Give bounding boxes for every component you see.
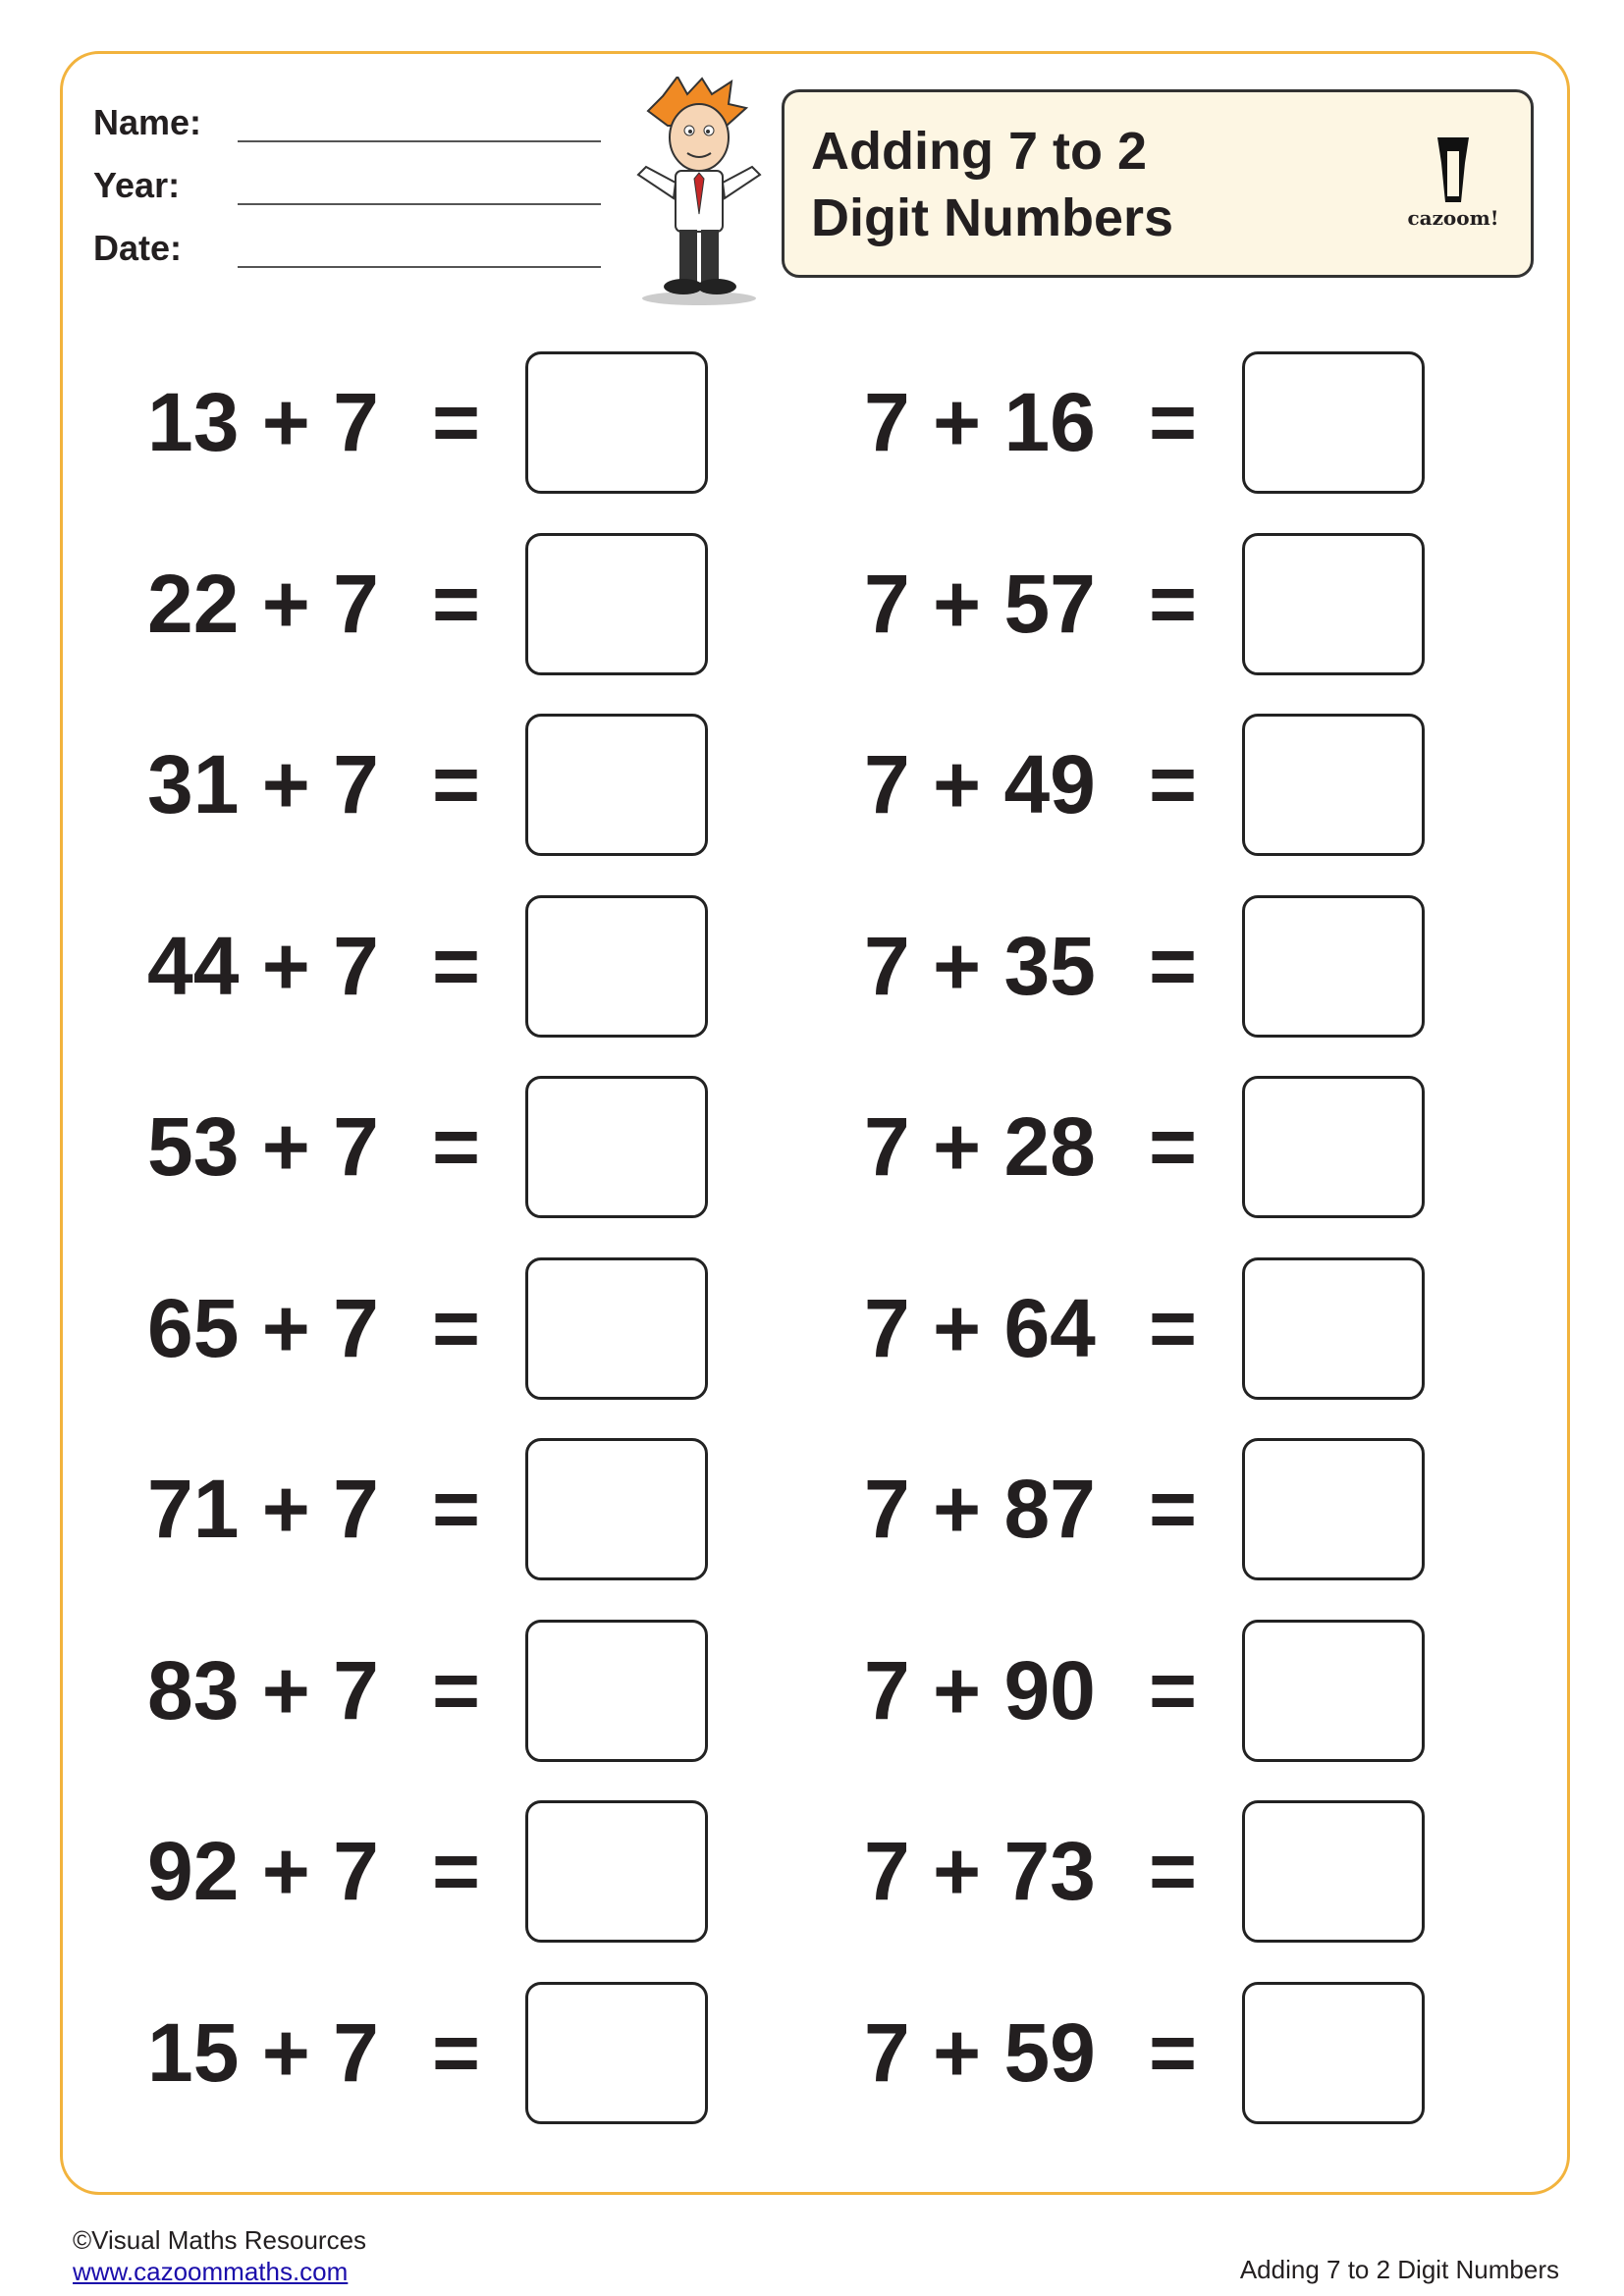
answer-box[interactable] bbox=[525, 533, 708, 675]
year-label: Year: bbox=[93, 165, 181, 205]
problem-expression: 7 + 64 bbox=[864, 1282, 1096, 1374]
answer-box[interactable] bbox=[525, 1800, 708, 1943]
problem-expression: 7 + 90 bbox=[864, 1644, 1096, 1736]
problem-expression: 31 + 7 bbox=[147, 738, 379, 830]
answer-box[interactable] bbox=[1242, 1982, 1425, 2124]
problem-expression: 7 + 35 bbox=[864, 920, 1096, 1012]
problem-expression: 7 + 57 bbox=[864, 558, 1096, 650]
equals-sign: = bbox=[1149, 1100, 1198, 1193]
worksheet-title bbox=[811, 118, 1173, 251]
equals-sign: = bbox=[432, 920, 481, 1012]
equals-sign: = bbox=[432, 1282, 481, 1374]
equals-sign: = bbox=[1149, 738, 1198, 830]
answer-box[interactable] bbox=[525, 1620, 708, 1762]
equals-sign: = bbox=[1149, 558, 1198, 650]
year-field[interactable] bbox=[238, 203, 601, 205]
website-link[interactable]: www.cazoommaths.com bbox=[73, 2257, 349, 2286]
problem-expression: 65 + 7 bbox=[147, 1282, 379, 1374]
answer-box[interactable] bbox=[525, 1982, 708, 2124]
answer-box[interactable] bbox=[1242, 351, 1425, 494]
equals-sign: = bbox=[432, 2006, 481, 2099]
problem-expression: 7 + 28 bbox=[864, 1100, 1096, 1193]
answer-box[interactable] bbox=[1242, 714, 1425, 856]
problem-expression: 7 + 59 bbox=[864, 2006, 1096, 2099]
equals-sign: = bbox=[1149, 1825, 1198, 1917]
problem-expression: 7 + 87 bbox=[864, 1463, 1096, 1555]
equals-sign: = bbox=[1149, 920, 1198, 1012]
name-label: Name: bbox=[93, 102, 202, 142]
problem-expression: 83 + 7 bbox=[147, 1644, 379, 1736]
equals-sign: = bbox=[1149, 1644, 1198, 1736]
equals-sign: = bbox=[1149, 2006, 1198, 2099]
footer-doc-title: Adding 7 to 2 Digit Numbers bbox=[1239, 2255, 1559, 2284]
answer-box[interactable] bbox=[525, 714, 708, 856]
equals-sign: = bbox=[432, 1644, 481, 1736]
answer-box[interactable] bbox=[1242, 1438, 1425, 1580]
problem-expression: 92 + 7 bbox=[147, 1825, 379, 1917]
footer-left bbox=[73, 2224, 366, 2287]
problem-expression: 53 + 7 bbox=[147, 1100, 379, 1193]
problem-expression: 44 + 7 bbox=[147, 920, 379, 1012]
answer-box[interactable] bbox=[525, 1076, 708, 1218]
answer-box[interactable] bbox=[525, 1438, 708, 1580]
equals-sign: = bbox=[1149, 1463, 1198, 1555]
problem-expression: 13 + 7 bbox=[147, 376, 379, 468]
problem-expression: 71 + 7 bbox=[147, 1463, 379, 1555]
equals-sign: = bbox=[1149, 376, 1198, 468]
title-line-1: Adding 7 to 2 bbox=[811, 122, 1147, 181]
copyright-text: ©Visual Maths Resources bbox=[73, 2225, 367, 2255]
answer-box[interactable] bbox=[1242, 1800, 1425, 1943]
answer-box[interactable] bbox=[1242, 1620, 1425, 1762]
equals-sign: = bbox=[432, 1100, 481, 1193]
cartoon-character-illustration bbox=[619, 77, 776, 307]
equals-sign: = bbox=[432, 1463, 481, 1555]
title-line-2: Digit Numbers bbox=[811, 188, 1174, 247]
problem-expression: 15 + 7 bbox=[147, 2006, 379, 2099]
problem-expression: 7 + 16 bbox=[864, 376, 1096, 468]
equals-sign: = bbox=[432, 738, 481, 830]
answer-box[interactable] bbox=[525, 895, 708, 1038]
answer-box[interactable] bbox=[1242, 1257, 1425, 1400]
equals-sign: = bbox=[432, 1825, 481, 1917]
answer-box[interactable] bbox=[1242, 1076, 1425, 1218]
logo-text: cazoom! bbox=[1407, 206, 1499, 230]
date-label: Date: bbox=[93, 228, 183, 268]
problem-expression: 7 + 73 bbox=[864, 1825, 1096, 1917]
answer-box[interactable] bbox=[1242, 533, 1425, 675]
equals-sign: = bbox=[432, 376, 481, 468]
name-field[interactable] bbox=[238, 140, 601, 142]
answer-box[interactable] bbox=[525, 351, 708, 494]
answer-box[interactable] bbox=[1242, 895, 1425, 1038]
problem-expression: 7 + 49 bbox=[864, 738, 1096, 830]
answer-box[interactable] bbox=[525, 1257, 708, 1400]
equals-sign: = bbox=[432, 558, 481, 650]
problem-expression: 22 + 7 bbox=[147, 558, 379, 650]
equals-sign: = bbox=[1149, 1282, 1198, 1374]
date-field[interactable] bbox=[238, 266, 601, 268]
